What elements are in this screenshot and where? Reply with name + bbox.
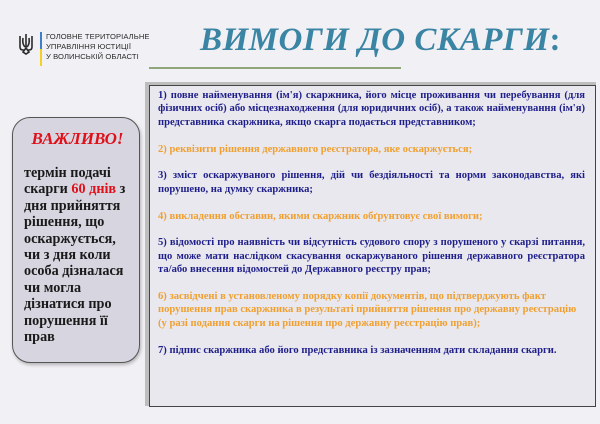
organization-name	[46, 32, 150, 62]
deadline-text-before: термін подачі скарги	[24, 165, 111, 198]
requirements-list	[149, 85, 596, 407]
org-name-line: УПРАВЛІННЯ ЮСТИЦІЇ	[46, 42, 132, 51]
requirement-item-4: 4) викладення обставин, якими скаржник обґрунтовує свої вимоги;	[158, 210, 483, 222]
requirement-item-3: 3) зміст оскаржуваного рішення, дій чи бездіяльності та норми законодавства, які порушено, на думку скаржника;	[158, 170, 585, 195]
org-name-line: У ВОЛИНСЬКІЙ ОБЛАСТІ	[46, 52, 139, 61]
title-underline	[149, 67, 401, 69]
requirement-item-2: 2) реквізити рішення державного реєстратора, яке оскаржується;	[158, 143, 473, 155]
page-title	[200, 22, 561, 59]
flag-stripe	[40, 32, 42, 66]
title-colon: :	[549, 22, 561, 58]
requirement-item-5: 5) відомості про наявність чи відсутність судового спору з порушеного у скарзі питання, що може мати наслідком скасування оскаржуваного рішення державного реєстратора та/або внесення відомостей до Державного реєстру прав;	[158, 237, 585, 276]
org-name-line: ГОЛОВНЕ ТЕРИТОРІАЛЬНЕ	[46, 32, 150, 41]
important-heading: ВАЖЛИВО!	[31, 129, 124, 148]
title-text: ВИМОГИ ДО СКАРГИ	[200, 22, 550, 58]
important-text	[24, 165, 131, 345]
trident-icon	[17, 33, 35, 55]
deadline-highlight: 60 днів	[71, 181, 117, 198]
important-note-box	[12, 117, 140, 363]
requirement-item-7: 7) підпис скаржника або його представника із зазначенням дати складання скарги.	[158, 344, 557, 356]
requirement-item-1: 1) повне найменування (ім'я) скаржника, його місце проживання чи перебування (для фізичних осіб) або місцезнаходження (для юридичних осіб), а також найменування (ім'я) представника скаржника, якщо скарга подається представником;	[158, 90, 585, 128]
requirement-item-6: 6) засвідчені в установленому порядку копії документів, що підтверджують факт порушення прав скаржника в результаті прийняття рішення про державну реєстрацію (у разі подання скарги на рішення про державну реєстрацію прав);	[158, 291, 577, 329]
deadline-text-after: з дня прийняття рішення, що оскаржується, чи з дня коли особа дізналася чи могла дізнатися про порушення її прав	[24, 181, 126, 346]
ministry-logo	[17, 32, 150, 66]
